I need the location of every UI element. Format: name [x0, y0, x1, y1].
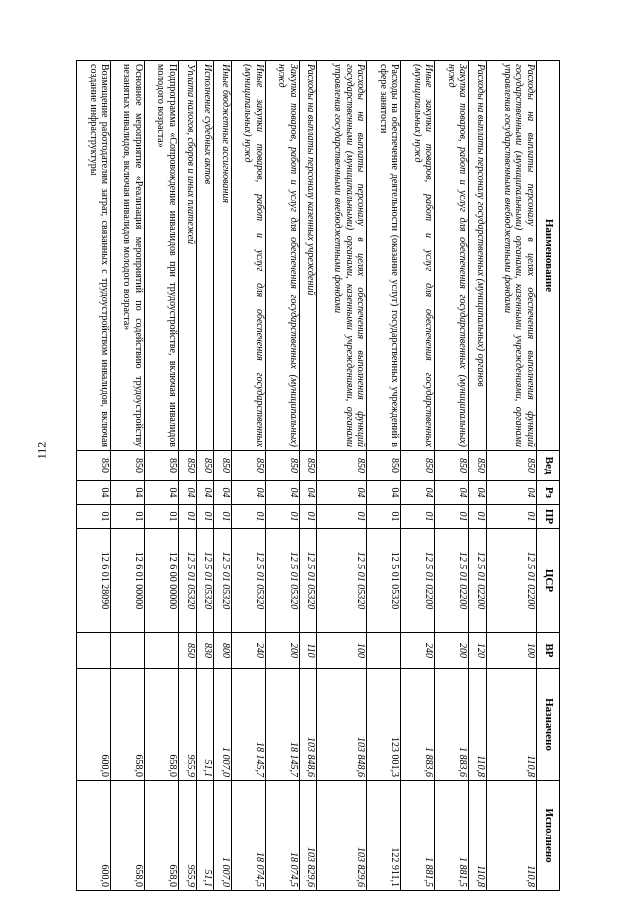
- row-vr: 200: [265, 633, 299, 669]
- row-done: 1 881,5: [401, 781, 435, 891]
- row-vr: 120: [469, 633, 487, 669]
- row-name: Исполнение судебных актов: [196, 61, 214, 451]
- col-header-ved: Вед: [537, 451, 560, 481]
- row-pr: 01: [77, 505, 111, 529]
- table-row: [469, 61, 487, 891]
- row-pr: 01: [367, 505, 401, 529]
- row-rz: 04: [77, 481, 111, 505]
- row-rz: 04: [231, 481, 265, 505]
- row-csr: 12 5 01 05320: [196, 529, 214, 633]
- row-name: Подпрограмма «Сопровождение инвалидов при трудоустройстве, включая инвалидов молодого возраста»: [144, 61, 178, 451]
- row-csr: 12 5 01 05320: [299, 529, 317, 633]
- row-done: 955,9: [178, 781, 196, 891]
- row-csr: 12 5 01 05320: [265, 529, 299, 633]
- row-pr: 01: [469, 505, 487, 529]
- table-row: [265, 61, 299, 891]
- row-ved: 850: [435, 451, 469, 481]
- col-header-vr: ВР: [537, 633, 560, 669]
- table-row: [77, 61, 111, 891]
- row-vr: [77, 633, 111, 669]
- row-ved: 850: [401, 451, 435, 481]
- row-plan: 103 848,6: [299, 669, 317, 781]
- row-vr: 850: [178, 633, 196, 669]
- row-pr: 01: [317, 505, 367, 529]
- row-plan: 1 007,0: [214, 669, 232, 781]
- row-csr: 12 5 01 05320: [214, 529, 232, 633]
- row-csr: 12 5 01 02200: [486, 529, 536, 633]
- row-rz: 04: [178, 481, 196, 505]
- row-vr: 100: [486, 633, 536, 669]
- row-vr: 110: [299, 633, 317, 669]
- row-vr: [367, 633, 401, 669]
- row-plan: 123 001,3: [367, 669, 401, 781]
- row-rz: 04: [111, 481, 145, 505]
- row-ved: 850: [77, 451, 111, 481]
- row-plan: 1 883,6: [435, 669, 469, 781]
- row-ved: 850: [486, 451, 536, 481]
- row-name: Возмещение работодателям затрат, связанных с трудоустройством инвалидов, включая создание инфраструктуры: [77, 61, 111, 451]
- row-plan: 110,8: [486, 669, 536, 781]
- row-ved: 850: [317, 451, 367, 481]
- row-name: Иные бюджетные ассигнования: [214, 61, 232, 451]
- table-header-row: [537, 61, 560, 891]
- row-csr: 12 5 01 05320: [317, 529, 367, 633]
- row-rz: 04: [265, 481, 299, 505]
- row-pr: 01: [401, 505, 435, 529]
- row-pr: 01: [231, 505, 265, 529]
- row-vr: 240: [231, 633, 265, 669]
- row-vr: 200: [435, 633, 469, 669]
- row-vr: 800: [214, 633, 232, 669]
- row-ved: 850: [178, 451, 196, 481]
- row-csr: 12 5 01 05320: [367, 529, 401, 633]
- table-row: [486, 61, 536, 891]
- table-body: [77, 61, 537, 891]
- row-done: 1 881,5: [435, 781, 469, 891]
- row-ved: 850: [196, 451, 214, 481]
- row-name: Закупка товаров, работ и услуг для обеспечения государственных (муниципальных) нужд: [265, 61, 299, 451]
- row-pr: 01: [265, 505, 299, 529]
- row-ved: 850: [265, 451, 299, 481]
- table-row: [317, 61, 367, 891]
- row-plan: 658,0: [111, 669, 145, 781]
- row-done: 18 074,5: [265, 781, 299, 891]
- row-done: 1 007,0: [214, 781, 232, 891]
- row-plan: 955,9: [178, 669, 196, 781]
- table-row: [231, 61, 265, 891]
- row-rz: 04: [435, 481, 469, 505]
- row-pr: 01: [178, 505, 196, 529]
- row-rz: 04: [367, 481, 401, 505]
- row-name: Закупка товаров, работ и услуг для обеспечения государственных (муниципальных) нужд: [435, 61, 469, 451]
- row-rz: 04: [401, 481, 435, 505]
- row-csr: 12 6 01 28090: [77, 529, 111, 633]
- row-pr: 01: [144, 505, 178, 529]
- table-row: [299, 61, 317, 891]
- row-done: 110,8: [469, 781, 487, 891]
- page-number: 112: [34, 441, 49, 460]
- row-pr: 01: [299, 505, 317, 529]
- row-vr: [144, 633, 178, 669]
- row-vr: 100: [317, 633, 367, 669]
- row-rz: 04: [299, 481, 317, 505]
- table-row: [144, 61, 178, 891]
- row-vr: [111, 633, 145, 669]
- row-ved: 850: [144, 451, 178, 481]
- row-ved: 850: [367, 451, 401, 481]
- row-plan: 103 848,6: [317, 669, 367, 781]
- row-ved: 850: [214, 451, 232, 481]
- row-vr: 830: [196, 633, 214, 669]
- row-pr: 01: [111, 505, 145, 529]
- row-rz: 04: [486, 481, 536, 505]
- row-name: Расходы на обеспечение деятельности (оказание услуг) государственных учреждений в сфере занятости: [367, 61, 401, 451]
- row-done: 122 911,1: [367, 781, 401, 891]
- col-header-done: Исполнено: [537, 781, 560, 891]
- row-name: Расходы на выплаты персоналу в целях обеспечения выполнения функций государственными (муниципальными) органами, казенными учреждениями, органами управления государственными внебюджетными фондами: [486, 61, 536, 451]
- col-header-plan: Назначено: [537, 669, 560, 781]
- row-plan: 600,0: [77, 669, 111, 781]
- col-header-name: Наименование: [537, 61, 560, 451]
- row-done: 658,0: [144, 781, 178, 891]
- row-pr: 01: [196, 505, 214, 529]
- row-csr: 12 6 00 00000: [144, 529, 178, 633]
- row-vr: 240: [401, 633, 435, 669]
- row-plan: 1 883,6: [401, 669, 435, 781]
- row-csr: 12 5 01 02200: [435, 529, 469, 633]
- col-header-rz: Рз: [537, 481, 560, 505]
- row-name: Уплата налогов, сборов и иных платежей: [178, 61, 196, 451]
- row-name: Основное мероприятие «Реализация мероприятий по содействию трудоустройству незанятых инвалидов, включая инвалидов молодого возраста»: [111, 61, 145, 451]
- col-header-pr: ПР: [537, 505, 560, 529]
- row-rz: 04: [317, 481, 367, 505]
- row-ved: 850: [111, 451, 145, 481]
- row-pr: 01: [486, 505, 536, 529]
- row-csr: 12 5 01 05320: [231, 529, 265, 633]
- row-plan: 18 145,7: [265, 669, 299, 781]
- row-done: 103 829,6: [317, 781, 367, 891]
- row-name: Расходы на выплаты персоналу казенных учреждений: [299, 61, 317, 451]
- row-pr: 01: [214, 505, 232, 529]
- row-plan: 18 145,7: [231, 669, 265, 781]
- budget-table: [76, 60, 560, 891]
- row-ved: 850: [231, 451, 265, 481]
- table-row: [367, 61, 401, 891]
- table-row: [178, 61, 196, 891]
- row-done: 658,0: [111, 781, 145, 891]
- row-name: Иные закупки товаров, работ и услуг для обеспечения государственных (муниципальных) нужд: [231, 61, 265, 451]
- row-csr: 12 5 01 02200: [401, 529, 435, 633]
- row-done: 51,1: [196, 781, 214, 891]
- row-name: Расходы на выплаты персоналу государственных (муниципальных) органов: [469, 61, 487, 451]
- table-row: [111, 61, 145, 891]
- row-done: 600,0: [77, 781, 111, 891]
- row-csr: 12 5 01 05320: [178, 529, 196, 633]
- row-plan: 110,8: [469, 669, 487, 781]
- row-ved: 850: [299, 451, 317, 481]
- budget-table-rotated: [76, 60, 560, 890]
- table-row: [214, 61, 232, 891]
- row-csr: 12 5 01 02200: [469, 529, 487, 633]
- row-name: Иные закупки товаров, работ и услуг для обеспечения государственных (муниципальных) нужд: [401, 61, 435, 451]
- row-rz: 04: [196, 481, 214, 505]
- row-name: Расходы на выплаты персоналу в целях обеспечения выполнения функций государственными (муниципальными) органами, казенными учреждениями, органами управления государственными внебюджетными фондами: [317, 61, 367, 451]
- table-row: [196, 61, 214, 891]
- col-header-csr: ЦСР: [537, 529, 560, 633]
- row-rz: 04: [214, 481, 232, 505]
- table-row: [401, 61, 435, 891]
- row-done: 103 829,6: [299, 781, 317, 891]
- row-rz: 04: [144, 481, 178, 505]
- row-rz: 04: [469, 481, 487, 505]
- row-plan: 51,1: [196, 669, 214, 781]
- row-done: 110,8: [486, 781, 536, 891]
- table-row: [435, 61, 469, 891]
- row-pr: 01: [435, 505, 469, 529]
- row-csr: 12 6 01 00000: [111, 529, 145, 633]
- row-ved: 850: [469, 451, 487, 481]
- row-done: 18 074,5: [231, 781, 265, 891]
- row-plan: 658,0: [144, 669, 178, 781]
